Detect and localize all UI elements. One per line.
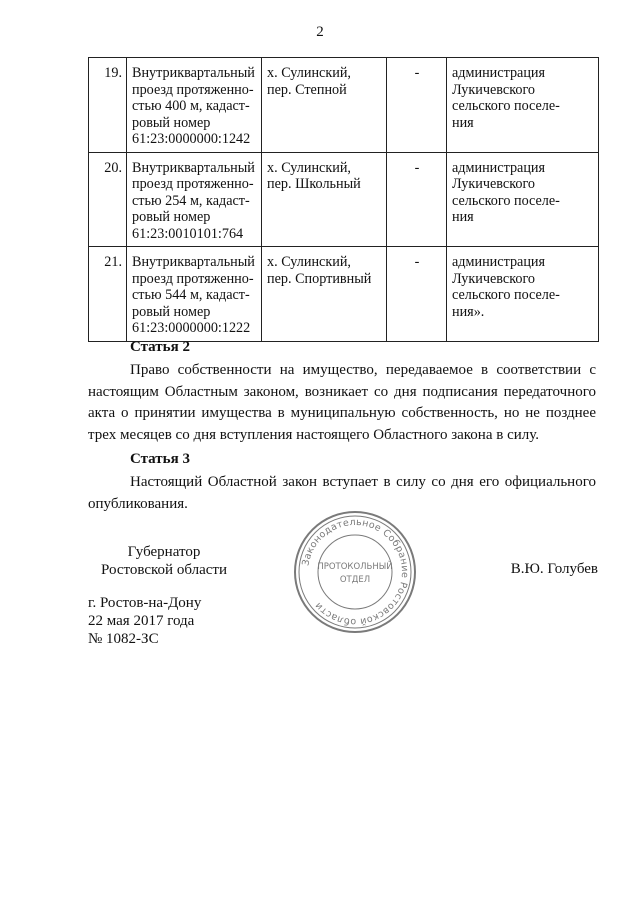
date: 22 мая 2017 года bbox=[88, 613, 195, 629]
text-line: сельского поселе- bbox=[452, 287, 560, 303]
object-description bbox=[127, 152, 262, 247]
text-line: 61:23:0000000:1222 bbox=[132, 320, 251, 336]
text-line: ния bbox=[452, 209, 474, 225]
text-line: Лукичевского bbox=[452, 81, 536, 98]
text-line: 61:23:0000000:1242 bbox=[132, 131, 251, 147]
text-line: х. Сулинский, bbox=[267, 159, 351, 176]
row-number: 20. bbox=[89, 152, 127, 247]
signatory-title bbox=[88, 543, 240, 579]
text-line: стью 544 м, кадаст- bbox=[132, 287, 250, 303]
owner-cell bbox=[447, 152, 599, 247]
row-number: 19. bbox=[89, 58, 127, 153]
stamp-ring-text: Законодательное Собрание Ростовской области bbox=[300, 516, 411, 628]
signatory-title-line: Ростовской области bbox=[101, 562, 227, 578]
owner-cell bbox=[447, 58, 599, 153]
text-line: сельского поселе- bbox=[452, 192, 560, 209]
text-line: Внутриквартальный bbox=[132, 254, 255, 270]
article-3-text: Настоящий Областной закон вступает в силу со дня его официального опубликования. bbox=[88, 474, 596, 512]
text-line: пер. Спортивный bbox=[267, 270, 372, 287]
object-description bbox=[127, 247, 262, 342]
property-table bbox=[88, 57, 599, 342]
article-2-text: Право собственности на имущество, передаваемое в соответствии с настоящим Областным законом, возникает со дня подписания передаточного акта о принятии имущества в муниципальную собственность, но не позднее трех месяцев со дня вступления настоящего Областного закона в силу. bbox=[88, 362, 596, 443]
text-line: ровый номер bbox=[132, 303, 211, 320]
text-line: Внутриквартальный bbox=[132, 159, 255, 176]
text-line: администрация bbox=[452, 65, 546, 81]
text-line: проезд протяженно- bbox=[132, 176, 254, 192]
text-line: проезд протяженно- bbox=[132, 81, 254, 98]
city: г. Ростов-на-Дону bbox=[88, 595, 202, 611]
table-row bbox=[89, 247, 599, 342]
text-line: пер. Степной bbox=[267, 81, 347, 98]
stamp-center-text: ПРОТОКОЛЬНЫЙ bbox=[317, 562, 393, 572]
text-line: ровый номер bbox=[132, 114, 211, 131]
text-line: Внутриквартальный bbox=[132, 65, 255, 81]
page-number: 2 bbox=[316, 24, 324, 40]
text-line: 61:23:0010101:764 bbox=[132, 225, 244, 242]
text-line: Лукичевского bbox=[452, 270, 536, 287]
place-and-date bbox=[88, 594, 201, 648]
signatory-title-line: Губернатор bbox=[127, 544, 201, 560]
note-cell: - bbox=[387, 247, 447, 342]
row-number: 21. bbox=[89, 247, 127, 342]
owner-cell bbox=[447, 247, 599, 342]
text-line: стью 254 м, кадаст- bbox=[132, 192, 250, 209]
text-line: х. Сулинский, bbox=[267, 254, 351, 270]
official-stamp bbox=[290, 507, 420, 637]
text-line: администрация bbox=[452, 254, 546, 270]
text-line: ровый номер bbox=[132, 209, 211, 225]
table-row bbox=[89, 152, 599, 247]
text-line: х. Сулинский, bbox=[267, 65, 351, 81]
text-line: администрация bbox=[452, 159, 546, 176]
law-number: № 1082-ЗС bbox=[88, 631, 159, 647]
article-2-heading: Статья 2 bbox=[130, 339, 190, 355]
text-line: стью 400 м, кадаст- bbox=[132, 98, 250, 114]
text-line: проезд протяженно- bbox=[132, 270, 254, 287]
stamp-center-text: ОТДЕЛ bbox=[339, 575, 371, 585]
note-cell: - bbox=[387, 152, 447, 247]
object-address bbox=[262, 152, 387, 247]
text-line: пер. Школьный bbox=[267, 176, 361, 192]
object-description bbox=[127, 58, 262, 153]
text-line: Лукичевского bbox=[452, 176, 536, 192]
note-cell: - bbox=[387, 58, 447, 153]
text-line: ния bbox=[452, 114, 474, 131]
table-row bbox=[89, 58, 599, 153]
signatory-name: В.Ю. Голубев bbox=[510, 561, 598, 577]
text-line: ния». bbox=[452, 303, 485, 320]
object-address bbox=[262, 247, 387, 342]
object-address bbox=[262, 58, 387, 153]
text-line: сельского поселе- bbox=[452, 98, 560, 114]
article-3-heading: Статья 3 bbox=[130, 451, 190, 467]
